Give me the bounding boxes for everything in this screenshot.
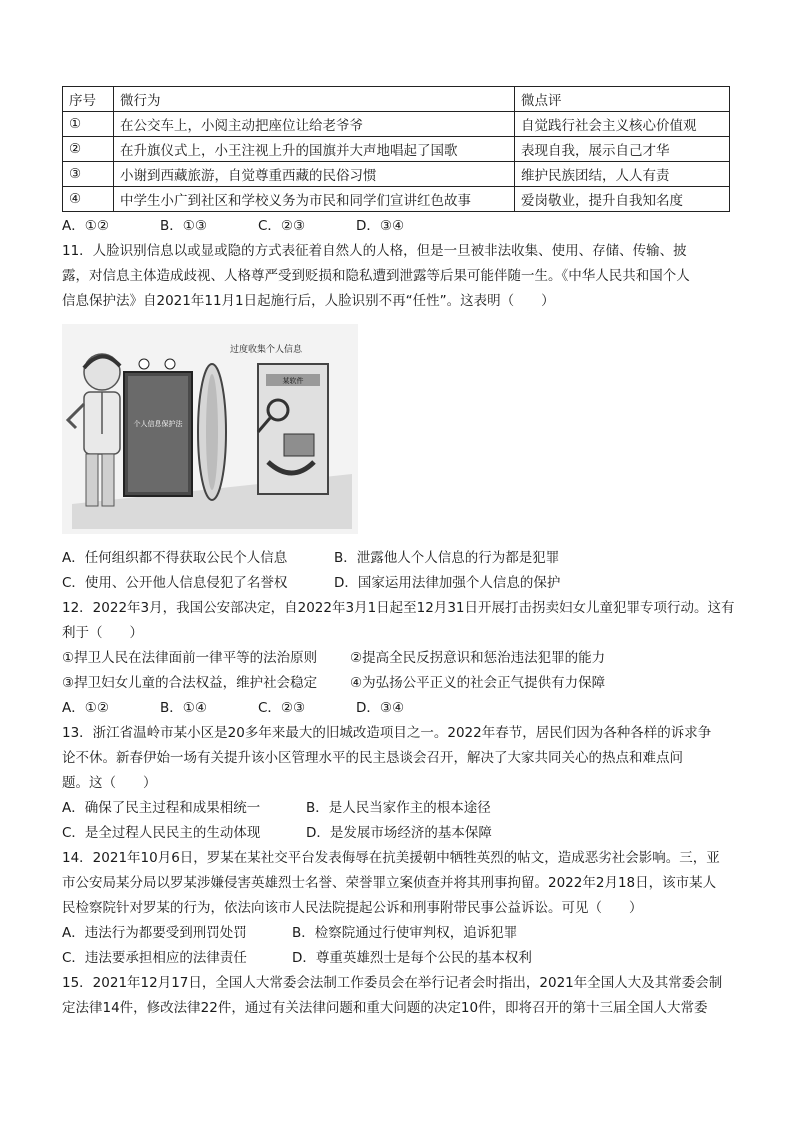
- table-cell: 在公交车上，小阅主动把座位让给老爷爷: [114, 112, 515, 137]
- table-cell: 小谢到西藏旅游，自觉尊重西藏的民俗习惯: [114, 162, 515, 187]
- table-cell: 表现自我，展示自己才华: [515, 137, 730, 162]
- table-cell: ③: [63, 162, 114, 187]
- q14-stem-line: 民检察院针对罗某的行为，依法向该市人民法院提起公诉和刑事附带民事公益诉讼。可见（ ）: [62, 900, 643, 916]
- q13-stem-line: 13．浙江省温岭市某小区是20多年来最大的旧城改造项目之一。2022年春节，居民们因为各种各样的诉求争: [62, 725, 712, 741]
- option-c[interactable]: C．②③: [258, 700, 306, 716]
- option-c[interactable]: C．是全过程人民民主的生动体现: [62, 825, 261, 841]
- option-b[interactable]: B．是人民当家作主的根本途径: [306, 800, 491, 816]
- table-row: [63, 162, 730, 187]
- option-d[interactable]: D．尊重英雄烈士是每个公民的基本权利: [292, 950, 532, 966]
- app-panel-icon: [258, 364, 328, 494]
- table-row: [63, 137, 730, 162]
- option-b[interactable]: B．泄露他人个人信息的行为都是犯罪: [334, 550, 560, 566]
- option-c[interactable]: C．使用、公开他人信息侵犯了名誉权: [62, 575, 288, 591]
- table-cell: ④: [63, 187, 114, 212]
- illustration-svg: [62, 324, 358, 534]
- table-cell: 爱岗敬业，提升自我知名度: [515, 187, 730, 212]
- option-b[interactable]: B．①④: [160, 700, 207, 716]
- table-header-row: [63, 87, 730, 112]
- table-cell: ②: [63, 137, 114, 162]
- exam-page: [62, 86, 735, 1021]
- q14-options-row1: [62, 921, 732, 946]
- book-label: 个人信息保护法: [133, 420, 183, 428]
- q10-table: [62, 86, 730, 212]
- option-a[interactable]: A．任何组织都不得获取公民个人信息: [62, 550, 288, 566]
- table-cell: 维护民族团结，人人有责: [515, 162, 730, 187]
- stem-line: 11．人脸识别信息以或显或隐的方式表征着自然人的人格，但是一旦被非法收集、使用、存储、传输、披: [62, 243, 687, 259]
- option-a[interactable]: A．违法行为都要受到刑罚处罚: [62, 925, 247, 941]
- stem-line: 露，对信息主体造成歧视、人格尊严受到贬损和隐私遭到泄露等后果可能伴随一生。《中华人民共和国个人: [62, 268, 690, 284]
- table-row: [63, 112, 730, 137]
- q11-illustration: [62, 324, 358, 534]
- q11-options-row2: [62, 571, 732, 596]
- q12-stem-line: 12．2022年3月，我国公安部决定，自2022年3月1日起至12月31日开展打击拐卖妇女儿童犯罪专项行动。这有: [62, 600, 735, 616]
- q11-options-row1: [62, 546, 732, 571]
- table-cell: ①: [63, 112, 114, 137]
- table-header-cell: 序号: [63, 87, 114, 112]
- q13-stem-line: 题。这（ ）: [62, 775, 157, 791]
- panel-label: 某软件: [282, 377, 304, 385]
- option-c[interactable]: C．违法要承担相应的法律责任: [62, 950, 247, 966]
- table-cell: 中学生小广到社区和学校义务为市民和同学们宣讲红色故事: [114, 187, 515, 212]
- q12-statements-row2: [62, 671, 732, 696]
- option-d[interactable]: D．③④: [356, 218, 405, 234]
- q10-options: [62, 214, 732, 239]
- option-a[interactable]: A．①②: [62, 218, 109, 234]
- q11-stem: [62, 239, 732, 314]
- q14-stem-line: 市公安局某分局以罗某涉嫌侵害英雄烈士名誉、荣誉罪立案侦查并将其刑事拘留。2022年2月18日，该市某人: [62, 875, 717, 891]
- q13-options-row1: [62, 796, 732, 821]
- option-b[interactable]: B．①③: [160, 218, 207, 234]
- option-d[interactable]: D．③④: [356, 700, 405, 716]
- q12-stem-line: 利于（ ）: [62, 625, 143, 641]
- table-row: [63, 187, 730, 212]
- statement-3: ③捍卫妇女儿童的合法权益，维护社会稳定: [62, 675, 318, 691]
- option-c[interactable]: C．②③: [258, 218, 306, 234]
- stem-line: 信息保护法》自2021年11月1日起施行后，人脸识别不再“任性”。这表明（ ）: [62, 293, 555, 309]
- q12-options: [62, 696, 732, 721]
- option-d[interactable]: D．是发展市场经济的基本保障: [306, 825, 492, 841]
- q13-stem-line: 论不休。新春伊始一场有关提升该小区管理水平的民主恳谈会召开，解决了大家共同关心的热点和难点问: [62, 750, 683, 766]
- sign-label: 过度收集个人信息: [230, 345, 303, 355]
- table-cell: 自觉践行社会主义核心价值观: [515, 112, 730, 137]
- q12-statements-row1: [62, 646, 732, 671]
- q15-stem-line: 15．2021年12月17日，全国人大常委会法制工作委员会在举行记者会时指出，2021年全国人大及其常委会制: [62, 975, 723, 991]
- option-a[interactable]: A．确保了民主过程和成果相统一: [62, 800, 261, 816]
- option-d[interactable]: D．国家运用法律加强个人信息的保护: [334, 575, 561, 591]
- option-a[interactable]: A．①②: [62, 700, 109, 716]
- table-header-cell: 微行为: [114, 87, 515, 112]
- q13-options-row2: [62, 821, 732, 846]
- statement-1: ①捍卫人民在法律面前一律平等的法治原则: [62, 650, 318, 666]
- option-b[interactable]: B．检察院通过行使审判权，追诉犯罪: [292, 925, 518, 941]
- q14-stem-line: 14．2021年10月6日，罗某在某社交平台发表侮辱在抗美援朝中牺牲英烈的帖文，造成恶劣社会影响。三，亚: [62, 850, 720, 866]
- law-book-icon: [124, 359, 192, 496]
- statement-4: ④为弘扬公平正义的社会正气提供有力保障: [350, 675, 606, 691]
- q14-options-row2: [62, 946, 732, 971]
- statement-2: ②提高全民反拐意识和惩治违法犯罪的能力: [350, 650, 606, 666]
- table-cell: 在升旗仪式上，小王注视上升的国旗并大声地唱起了国歌: [114, 137, 515, 162]
- q15-stem-line: 定法律14件，修改法律22件，通过有关法律问题和重大问题的决定10件，即将召开的第十三届全国人大常委: [62, 1000, 708, 1016]
- table-header-cell: 微点评: [515, 87, 730, 112]
- shield-icon: [198, 364, 226, 500]
